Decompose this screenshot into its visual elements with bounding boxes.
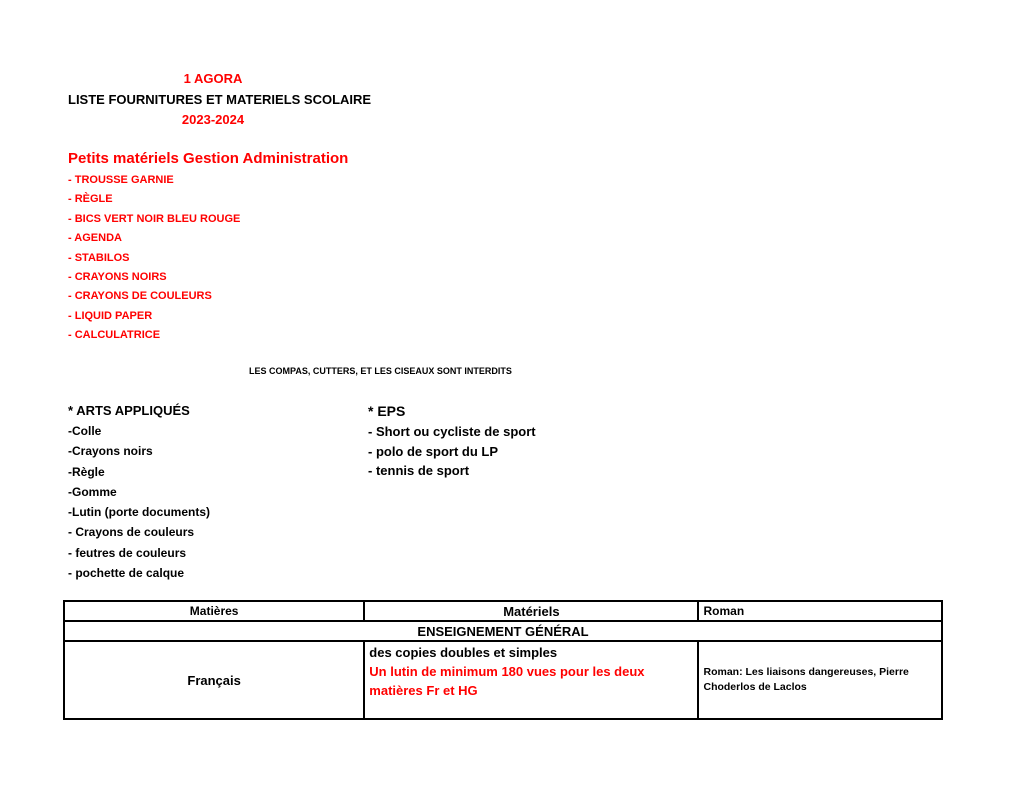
list-item: - AGENDA: [68, 232, 122, 245]
class-name: 1 AGORA: [183, 71, 243, 86]
materials-line-highlight: Un lutin de minimum 180 vues pour les deux matières Fr et HG: [369, 664, 645, 698]
list-item: - Short ou cycliste de sport: [368, 424, 536, 439]
list-item: - polo de sport du LP: [368, 443, 498, 459]
table-header-row: [64, 601, 942, 621]
table-section-row: [64, 621, 942, 641]
list-item: - tennis de sport: [368, 463, 470, 478]
section-enseignement-general: ENSEIGNEMENT GÉNÉRAL: [64, 621, 942, 641]
list-item: -Règle: [68, 464, 105, 479]
subjects-table: [63, 600, 943, 720]
list-item: - CRAYONS NOIRS: [68, 271, 167, 284]
list-item: - RÈGLE: [68, 193, 113, 206]
school-year: 2023-2024: [181, 112, 245, 127]
list-item: - CALCULATRICE: [68, 329, 161, 342]
table-row: [64, 641, 942, 719]
list-item: - Crayons de couleurs: [68, 525, 195, 540]
list-item: - feutres de couleurs: [68, 545, 187, 560]
petits-materiels-list: [68, 171, 240, 346]
list-item: - STABILOS: [68, 251, 130, 264]
list-item: -Crayons noirs: [68, 444, 153, 459]
header-materiels: Matériels: [364, 601, 698, 621]
list-item: - CRAYONS DE COULEURS: [68, 290, 212, 303]
list-item: - pochette de calque: [68, 566, 185, 581]
arts-heading: * ARTS APPLIQUÉS: [68, 403, 190, 418]
materials-cell: [364, 641, 698, 719]
eps-heading: * EPS: [368, 403, 406, 419]
list-item: -Gomme: [68, 484, 117, 499]
list-item: - LIQUID PAPER: [68, 309, 153, 322]
arts-list: [68, 421, 210, 583]
header-matieres: Matières: [64, 601, 364, 621]
list-item: -Lutin (porte documents): [68, 505, 210, 520]
list-item: - BICS VERT NOIR BLEU ROUGE: [68, 212, 241, 225]
roman-cell: Roman: Les liaisons dangereuses, Pierre Choderlos de Laclos: [698, 641, 942, 719]
header-roman: Roman: [698, 601, 942, 621]
subject-cell: Français: [64, 641, 364, 719]
forbidden-notice: LES COMPAS, CUTTERS, ET LES CISEAUX SONT INTERDITS: [249, 366, 512, 376]
petits-materiels-heading: Petits matériels Gestion Administration: [68, 150, 349, 167]
list-item: - TROUSSE GARNIE: [68, 174, 174, 186]
list-item: -Colle: [68, 424, 102, 438]
document-title: LISTE FOURNITURES ET MATERIELS SCOLAIRE: [68, 92, 372, 107]
materials-line: des copies doubles et simples: [369, 645, 558, 660]
eps-list: [368, 422, 536, 481]
